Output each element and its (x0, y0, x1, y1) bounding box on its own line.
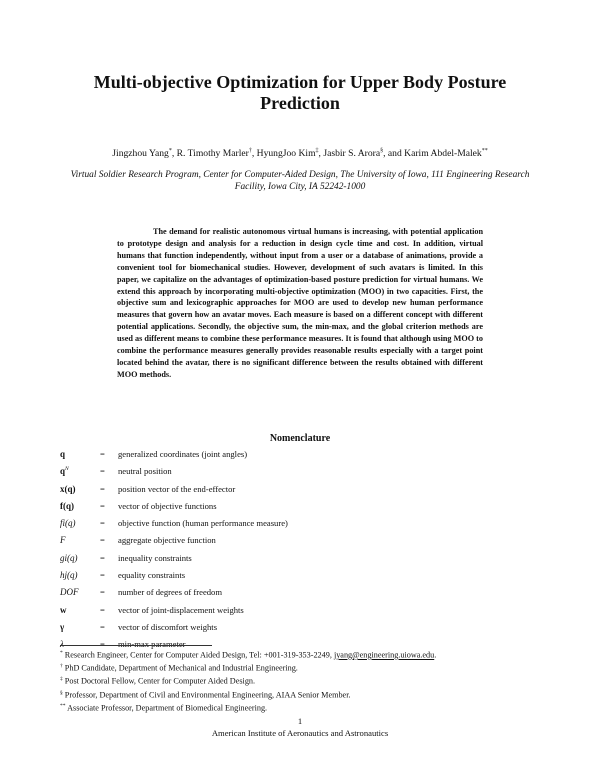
footnote (60, 648, 540, 661)
nomenclature-row (60, 584, 500, 601)
footnote-text: Post Doctoral Fellow, Center for Computer Aided Design. (64, 677, 256, 687)
footnote (60, 674, 540, 687)
nomenclature-row (60, 515, 500, 532)
equals-sign: = (100, 466, 105, 477)
nomenclature-symbol: DOF (60, 587, 79, 598)
nomenclature-definition: generalized coordinates (joint angles) (118, 449, 248, 459)
nomenclature-definition: inequality constraints (118, 552, 192, 563)
author-mark: ‡ (315, 148, 319, 154)
page-footer: American Institute of Aeronautics and Astronautics (211, 728, 389, 738)
nomenclature-definition: number of degrees of freedom (118, 587, 223, 598)
affiliation: Virtual Soldier Research Program, Center for Computer-Aided Design, The University of Iowa, 111 Engineering Research Facility, Iowa City, IA 52242-1000 (70, 170, 530, 192)
author-mark: † (248, 148, 252, 154)
nomenclature-definition: position vector of the end-effector (118, 483, 236, 494)
nomenclature-definition: vector of joint-displacement weights (118, 604, 244, 615)
nomenclature-definition: objective function (human performance measure) (118, 518, 288, 529)
nomenclature-list (60, 446, 500, 654)
abstract: The demand for realistic autonomous virtual humans is increasing, with potential application to prototype design and analysis for a reduction in design cycle time and cost. In addition, virtual humans that function independently, without input from a user or a database of animations, provide a convenient tool for biomechanical studies. However, development of such avatars is limited. In this paper, we capitalize on the advantages of optimization-based posture prediction for virtual humans. We extend this approach by incorporating multi-objective optimization (MOO) in two capacities. First, the objective sum and lexicographic approaches for MOO are used to develop new human performance measures that govern how an avatar moves. Each measure is based on a different concept with different potential applications. Secondly, the objective sum, the min-max, and the global criterion methods are used as different means to combine these performance measures. It is found that although using MOO to combine the performance measures generally provides reasonable results especially with a target point located behind the avatar, there is no significant difference between the results obtained with different MOO methods. (117, 227, 483, 379)
footnote-mark: § (60, 689, 63, 696)
nomenclature-definition: min-max parameter (118, 639, 186, 650)
footnote (60, 661, 540, 674)
nomenclature-symbol: γ (60, 621, 65, 632)
nomenclature-row (60, 463, 500, 480)
footnote-text: Professor, Department of Civil and Environmental Engineering, AIAA Senior Member. (64, 690, 351, 700)
author-name: Jingzhou Yang (112, 148, 169, 160)
footnotes (60, 648, 540, 714)
nomenclature-row (60, 550, 500, 567)
equals-sign: = (100, 483, 105, 494)
nomenclature-symbol: q (60, 466, 66, 477)
nomenclature-definition: aggregate objective function (118, 535, 216, 546)
footnote-text: Research Engineer, Center for Computer Aided Design, Tel: +001-319-353-2249, (64, 650, 334, 660)
nomenclature-symbol: λ (60, 639, 64, 650)
nomenclature-row (60, 567, 500, 584)
nomenclature-symbol: q (60, 449, 66, 459)
author-mark: * (168, 148, 172, 154)
nomenclature-symbol-superscript: N (65, 466, 69, 473)
author-mark: ** (481, 148, 488, 154)
equals-sign: = (100, 449, 105, 459)
author-name: HyungJoo Kim (256, 148, 316, 160)
author-line: Jingzhou Yang*, R. Timothy Marler†, HyungJoo Kim‡, Jasbir S. Arora§, and Karim Abdel-Malek** (112, 148, 488, 160)
nomenclature-row (60, 532, 500, 549)
footnote (60, 688, 540, 701)
footnote-mark: ‡ (60, 676, 63, 683)
equals-sign: = (100, 535, 105, 546)
nomenclature-definition: neutral position (118, 466, 172, 477)
nomenclature-definition: equality constraints (118, 570, 186, 581)
author-mark: § (380, 148, 384, 154)
equals-sign: = (100, 518, 105, 529)
footnote-mark: ** (60, 702, 66, 709)
equals-sign: = (100, 639, 105, 650)
nomenclature-symbol: fi(q) (60, 518, 76, 529)
nomenclature-symbol: F (60, 535, 66, 546)
nomenclature-row (60, 446, 500, 463)
footnote-mark: * (60, 650, 63, 656)
page-number: 1 (297, 716, 303, 726)
equals-sign: = (100, 570, 105, 581)
equals-sign: = (100, 552, 105, 563)
nomenclature-row (60, 498, 500, 515)
nomenclature-row (60, 619, 500, 636)
nomenclature-row (60, 481, 500, 498)
nomenclature-symbol: f(q) (60, 500, 74, 511)
equals-sign: = (100, 621, 105, 632)
author-name: Karim Abdel-Malek (404, 148, 482, 160)
author-name: R. Timothy Marler (176, 148, 249, 160)
footnote (60, 701, 540, 714)
footnote-divider (60, 645, 212, 646)
equals-sign: = (100, 500, 105, 511)
footnote-text: PhD Candidate, Department of Mechanical and Industrial Engineering. (64, 663, 298, 673)
nomenclature-symbol: hj(q) (60, 570, 78, 581)
email-link[interactable]: jyang@engineering.uiowa.edu (333, 650, 435, 660)
equals-sign: = (100, 604, 105, 615)
footnote-mark: † (60, 663, 63, 670)
nomenclature-row (60, 602, 500, 619)
author-name: Jasbir S. Arora (323, 148, 381, 160)
nomenclature-heading: Nomenclature (269, 433, 331, 444)
paper-title: Multi-objective Optimization for Upper Body Posture Prediction (93, 72, 507, 113)
nomenclature-definition: vector of objective functions (118, 500, 217, 511)
footnote-text: Associate Professor, Department of Biomedical Engineering. (67, 703, 268, 713)
nomenclature-symbol: x(q) (60, 483, 76, 494)
nomenclature-symbol: w (60, 604, 67, 615)
equals-sign: = (100, 587, 105, 598)
nomenclature-definition: vector of discomfort weights (118, 621, 218, 632)
footnote-tail: . (434, 650, 437, 660)
nomenclature-symbol: gi(q) (60, 552, 78, 563)
